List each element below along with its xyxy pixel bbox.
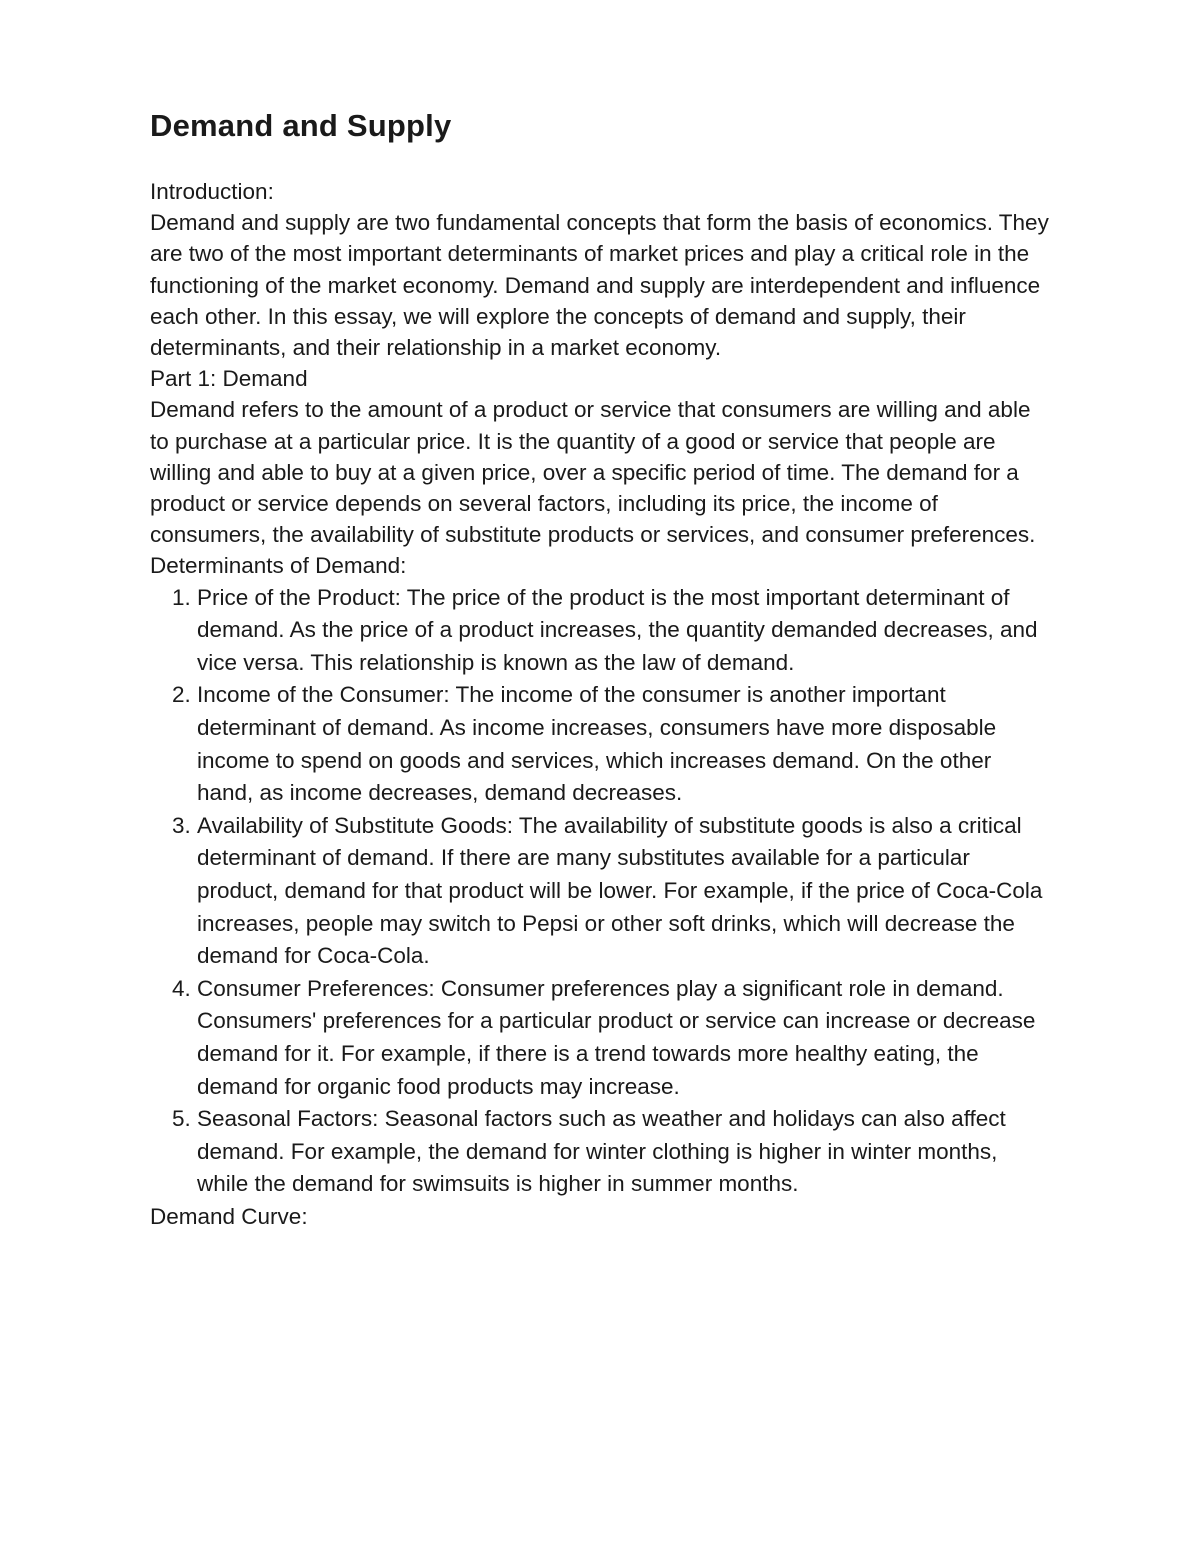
demand-curve-heading: Demand Curve:: [150, 1203, 308, 1229]
part1-paragraph: Demand refers to the amount of a product or service that consumers are willing and able to purchase at a particular price. It is the quantity of a good or service that people are willing and able to buy at a given price, over a specific period of time. The demand for a product or service depends on several factors, including its price, the income of consumers, the availability of substitute products or services, and consumer preferences.: [150, 397, 1036, 548]
part1-heading: Part 1: Demand: [150, 366, 308, 392]
determinant-item-price: 1. Price of the Product: The price of the product is the most important determinant of demand. As the price of a product increases, the quantity demanded decreases, and vice versa. This relationship is known as the law of demand.: [197, 582, 1050, 680]
determinants-heading: Determinants of Demand:: [150, 553, 407, 579]
determinant-item-seasonal: 5. Seasonal Factors: Seasonal factors such as weather and holidays can also affect demand. For example, the demand for winter clothing is higher in winter months, while the demand for swimsuits is higher in summer months.: [197, 1103, 1050, 1201]
document-title: Demand and Supply: [150, 108, 452, 143]
determinant-item-substitutes: 3. Availability of Substitute Goods: The availability of substitute goods is also a critical determinant of demand. If there are many substitutes available for a particular product, demand for that product will be lower. For example, if the price of Coca-Cola increases, people may switch to Pepsi or other soft drinks, which will decrease the demand for Coca-Cola.: [197, 810, 1050, 973]
determinant-item-income: 2. Income of the Consumer: The income of the consumer is another important determinant of demand. As income increases, consumers have more disposable income to spend on goods and services, which increases demand. On the other hand, as income decreases, demand decreases.: [197, 679, 1050, 809]
intro-paragraph: Demand and supply are two fundamental concepts that form the basis of economics. They are two of the most important determinants of market prices and play a critical role in the functioning of the market economy. Demand and supply are interdependent and influence each other. In this essay, we will explore the concepts of demand and supply, their determinants, and their relationship in a market economy.: [150, 210, 1049, 361]
determinant-item-preferences: 4. Consumer Preferences: Consumer preferences play a significant role in demand. Consumers' preferences for a particular product or service can increase or decrease demand for it. For example, if there is a trend towards more healthy eating, the demand for organic food products may increase.: [197, 973, 1050, 1103]
determinants-list: [150, 582, 1050, 1201]
intro-heading: Introduction:: [150, 179, 274, 204]
document-page: [150, 100, 1050, 1232]
